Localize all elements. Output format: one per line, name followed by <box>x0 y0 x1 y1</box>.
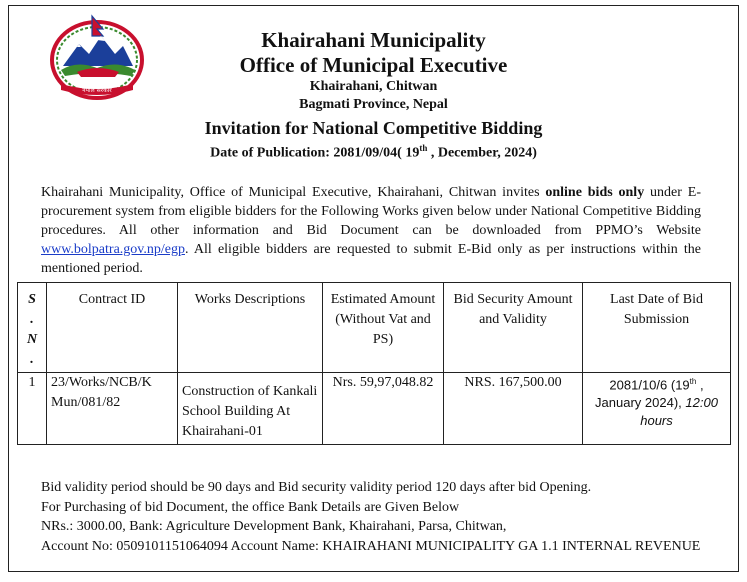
footer-line-account: Account No: 0509101151064094 Account Name: KHAIRAHANI MUNICIPALITY GA 1.1 INTERNAL REVENUE <box>41 538 701 554</box>
org-name: Khairahani Municipality <box>261 28 486 52</box>
notice-page <box>8 5 739 572</box>
header-works: Works Descriptions <box>178 283 323 373</box>
emblem-ribbon-text: नेपाल सरकार <box>82 87 112 94</box>
notice-title: Invitation for National Competitive Bidding <box>204 118 543 138</box>
footer-line-bank: NRs.: 3000.00, Bank: Agriculture Development Bank, Khairahani, Parsa, Chitwan, <box>41 519 507 535</box>
bid-table <box>17 282 731 445</box>
table-row <box>18 373 731 445</box>
publication-date: Date of Publication: 2081/09/04( 19th , December, 2024) <box>210 143 537 161</box>
header-sn: S . N . <box>18 283 47 373</box>
row-contract-id: 23/Works/NCB/K Mun/081/82 <box>47 373 178 445</box>
row-security: NRS. 167,500.00 <box>444 373 583 445</box>
row-amount: Nrs. 59,97,048.82 <box>323 373 444 445</box>
footer-line-validity: Bid validity period should be 90 days and Bid security validity period 120 days after bid Opening. <box>41 480 592 495</box>
footer-line-purchase: For Purchasing of bid Document, the office Bank Details are Given Below <box>41 499 460 515</box>
online-bids-emphasis: online bids only <box>545 185 645 200</box>
province: Bagmati Province, Nepal <box>299 97 448 112</box>
intro-paragraph: Khairahani Municipality, Office of Municipal Executive, Khairahani, Chitwan invites online bids only under E-procurement system from eligible bidders for the Following Works given below under National Competitive Bidding procedures. All other information and Bid Document can be downloaded from PPMO’s Website www.bolpatra.gov.np/egp. All eligible bidders are requested to submit E-Bid only as per instructions within the mentioned period. <box>41 185 701 276</box>
header-amount: Estimated Amount (Without Vat and PS) <box>323 283 444 373</box>
header-security: Bid Security Amount and Validity <box>444 283 583 373</box>
submission-time: 12:00 hours <box>640 395 718 429</box>
row-sn: 1 <box>18 373 47 445</box>
ppmo-website-link[interactable]: www.bolpatra.gov.np/egp <box>41 242 185 257</box>
footer-notes <box>41 478 721 556</box>
notice-header <box>9 28 738 163</box>
bid-table-header <box>18 283 731 373</box>
location: Khairahani, Chitwan <box>309 79 438 94</box>
header-last-date: Last Date of Bid Submission <box>583 283 731 373</box>
row-last-date: 2081/10/6 (19th , January 2024), 12:00 hours <box>583 373 731 445</box>
row-works: Construction of Kankali School Building At Khairahani-01 <box>178 373 323 445</box>
header-contract-id: Contract ID <box>47 283 178 373</box>
office-name: Office of Municipal Executive <box>239 53 508 77</box>
